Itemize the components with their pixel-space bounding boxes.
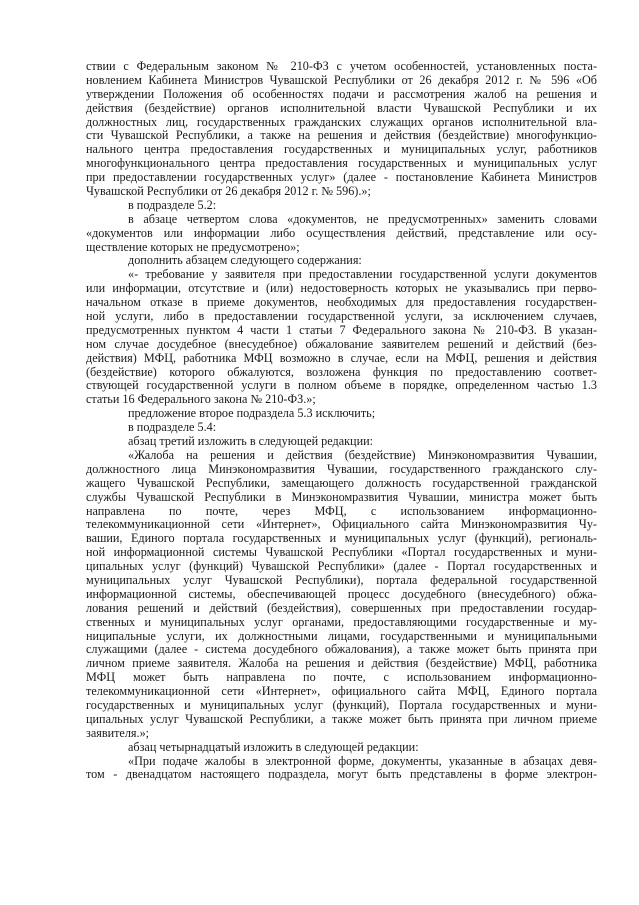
- paragraph-line: предусмотренных пунктом 4 части 1 статьи 7 Федерального закона № 210-ФЗ. В указан-: [86, 323, 597, 337]
- paragraph: [86, 755, 597, 783]
- paragraph-line: муниципальных услуг Чувашской Республики), портала федеральной государственной: [86, 573, 597, 587]
- paragraph: [86, 199, 597, 213]
- paragraph-line: вашии, Единого портала государственных и муниципальных услуг (функций), региональ-: [86, 532, 597, 546]
- paragraph: [86, 213, 597, 255]
- paragraph-line: телекоммуникационной сети «Интернет», Официального сайта Минэкономразвития Чу-: [86, 518, 597, 532]
- paragraph-line: жащего Чувашской Республики, замещающего должность государственной гражданской: [86, 476, 597, 490]
- paragraph-line: направлена по почте, через МФЦ, с использованием информационно-: [86, 504, 597, 518]
- document-page: [86, 60, 597, 782]
- paragraph-line: ципальных услуг (функций) Чувашской Республики» (далее - Портал государственных и: [86, 560, 597, 574]
- paragraph-line: (бездействие) которого обжалуются, возложена функция по предоставлению соответ-: [86, 365, 597, 379]
- paragraph-line: МФЦ может быть направлена по почте, с использованием информационно-: [86, 671, 597, 685]
- paragraph-line: ществление которых не предусмотрено»;: [86, 240, 300, 254]
- paragraph-line: Чувашской Республики от 26 декабря 2012 г. № 596).»;: [86, 185, 371, 199]
- paragraph-line: начальном отказе в приеме документов, необходимых для предоставления государствен-: [86, 296, 597, 310]
- paragraph-line: ниципальные услуги, их должностными лицами, государственными и муниципальными: [86, 629, 597, 643]
- paragraph-line: «документов или информации либо осуществления действий, представление или осу-: [86, 226, 597, 240]
- paragraph-line: действия (бездействие) органов исполнительной власти Чувашской Республики и их: [86, 101, 597, 115]
- paragraph: [86, 60, 597, 199]
- paragraph-line: телекоммуникационной сети «Интернет», официального сайта МФЦ, Единого портала: [86, 685, 597, 699]
- paragraph-line: государственных и муниципальных услуг (функций), Портала государственных и муни-: [86, 698, 597, 712]
- paragraph-line: «При подаче жалобы в электронной форме, документы, указанные в абзацах девя-: [128, 754, 597, 768]
- paragraph-line: ном случае досудебное (внесудебное) обжалование заявителем решений и действий (без-: [86, 337, 597, 351]
- paragraph-line: ствующей государственной услуги в полном объеме в порядке, определенном частью 1.3: [86, 379, 597, 393]
- paragraph-line: «- требование у заявителя при предоставлении государственной услуги документов: [128, 268, 597, 282]
- paragraph-line: утверждении Положения об особенностях подачи и рассмотрения жалоб на решения и: [86, 87, 597, 101]
- paragraph-line: при предоставлении государственных услуг» (далее - постановление Кабинета Министров: [86, 171, 597, 185]
- paragraph-line: лования решений и действий (бездействия), совершенных при предоставлении государ-: [86, 601, 597, 615]
- paragraph-line: том - двенадцатом настоящего подраздела, могут быть представлены в форме электрон-: [86, 768, 597, 782]
- paragraph-line: ципальных услуг Чувашской Республики, а также может быть принята при личном приеме: [86, 712, 597, 726]
- paragraph-line: заявителя.»;: [86, 726, 150, 740]
- paragraph-line: информационной системы, обеспечивающей процесс досудебного (внесудебного) обжа-: [86, 587, 597, 601]
- paragraph: [86, 421, 597, 435]
- paragraph-line: абзац четырнадцатый изложить в следующей редакции:: [128, 740, 419, 754]
- paragraph-line: должностного лица Минэкономразвития Чувашии, государственного гражданского слу-: [86, 462, 597, 476]
- paragraph: [86, 741, 597, 755]
- paragraph-line: абзац третий изложить в следующей редакции:: [128, 435, 374, 449]
- paragraph: [86, 435, 597, 449]
- paragraph: [86, 268, 597, 407]
- paragraph-line: ной услуги, либо в предоставлении государственной услуги, за исключением случаев,: [86, 310, 597, 324]
- paragraph-line: должностных лиц, государственных гражданских служащих органов исполнительной вла-: [86, 115, 597, 129]
- paragraph-line: многофункционального центра предоставления государственных и муниципальных услуг: [86, 157, 597, 171]
- paragraph-line: новлением Кабинета Министров Чувашской Республики от 26 декабря 2012 г. № 596 «Об: [86, 73, 597, 87]
- paragraph-line: дополнить абзацем следующего содержания:: [128, 254, 362, 268]
- paragraph-line: статьи 16 Федерального закона № 210-ФЗ.»;: [86, 393, 316, 407]
- paragraph-line: ственных и муниципальных услуг органами, предоставляющими государственные и му-: [86, 615, 597, 629]
- paragraph-line: служащими (далее - система досудебного обжалования), а также может быть принята при: [86, 643, 597, 657]
- paragraph-line: «Жалоба на решения и действия (бездействие) Минэкономразвития Чувашии,: [128, 448, 597, 462]
- paragraph-line: ствии с Федеральным законом № 210-ФЗ с учетом особенностей, установленных поста-: [86, 60, 597, 73]
- paragraph-line: службы Чувашской Республики в Минэкономразвития Чувашии, министра может быть: [86, 490, 597, 504]
- paragraph-line: личном приеме заявителя. Жалоба на решения и действия (бездействие) МФЦ, работника: [86, 657, 597, 671]
- paragraph: [86, 254, 597, 268]
- paragraph: [86, 449, 597, 741]
- paragraph: [86, 407, 597, 421]
- paragraph-line: сти Чувашской Республики, а также на решения и действия (бездействие) многофункцио-: [86, 129, 597, 143]
- paragraph-line: предложение второе подраздела 5.3 исключить;: [128, 407, 376, 421]
- paragraph-line: в абзаце четвертом слова «документов, не предусмотренных» заменить словами: [128, 212, 597, 226]
- paragraph-line: в подразделе 5.2:: [128, 198, 217, 212]
- paragraph-line: в подразделе 5.4:: [128, 421, 217, 435]
- paragraph-line: действия) МФЦ, работника МФЦ возможно в случае, если на МФЦ, решения и действия: [86, 351, 597, 365]
- paragraph-line: или информации, отсутствие и (или) недостоверность которых не указывались при перво-: [86, 282, 597, 296]
- paragraph-line: нального центра предоставления государственных и муниципальных услуг, работников: [86, 143, 597, 157]
- paragraph-line: ной информационной системы Чувашской Республики «Портал государственных и муни-: [86, 546, 597, 560]
